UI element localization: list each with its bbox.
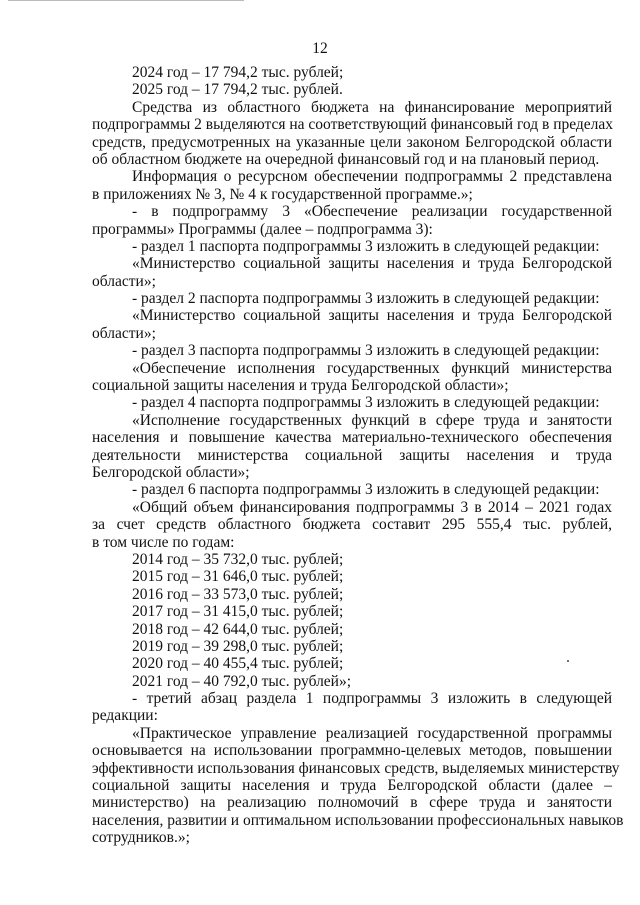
text-line: 2025 год – 17 794,2 тыс. рублей.: [132, 81, 343, 99]
text-line: редакции:: [92, 707, 158, 725]
text-line: основывается на использовании программно-целевых методов, повышении: [92, 742, 612, 760]
text-line: деятельности министерства социальной защиты населения и труда: [92, 446, 612, 464]
text-line: «Общий объем финансирования подпрограммы 3 в 2014 – 2021 годах: [132, 498, 612, 516]
text-line: за счет средств областного бюджета составит 295 555,4 тыс. рублей,: [92, 516, 612, 534]
text-line: эффективности использования финансовых средств, выделяемых министерству: [92, 759, 620, 777]
text-line: в том числе по годам:: [92, 533, 235, 551]
text-line: «Министерство социальной защиты населения и труда Белгородской: [132, 255, 612, 273]
text-line: «Министерство социальной защиты населения и труда Белгородской: [132, 307, 612, 325]
text-line: министерство) на реализацию полномочий в сфере труда и занятости: [92, 794, 612, 812]
text-line: подпрограммы 2 выделяются на соответствующий финансовый год в пределах: [92, 116, 614, 134]
text-line: - раздел 6 паспорта подпрограммы 3 изложить в следующей редакции:: [132, 481, 600, 499]
scan-speck: [567, 660, 569, 662]
text-line: Средства из областного бюджета на финансирование мероприятий: [132, 98, 612, 116]
text-line: 2016 год – 33 573,0 тыс. рублей;: [132, 585, 344, 603]
text-line: 2020 год – 40 455,4 тыс. рублей;: [132, 655, 344, 673]
text-line: 2018 год – 42 644,0 тыс. рублей;: [132, 620, 344, 638]
text-line: 2014 год – 35 732,0 тыс. рублей;: [132, 550, 344, 568]
text-line: средств, предусмотренных на указанные цели законом Белгородской области: [92, 133, 612, 151]
text-line: области»;: [92, 272, 156, 290]
text-line: социальной защиты населения и труда Белгородской области (далее –: [92, 777, 612, 795]
text-line: - раздел 4 паспорта подпрограммы 3 изложить в следующей редакции:: [132, 394, 600, 412]
text-line: - раздел 2 паспорта подпрограммы 3 изложить в следующей редакции:: [132, 290, 600, 308]
text-line: 2024 год – 17 794,2 тыс. рублей;: [132, 64, 344, 81]
document-body: [92, 64, 624, 847]
text-line: об областном бюджете на очередной финансовый год и на плановый период.: [92, 150, 600, 168]
text-line: программы» Программы (далее – подпрограмма 3):: [92, 220, 433, 238]
text-line: сотрудников.»;: [92, 829, 190, 847]
text-line: 2021 год – 40 792,0 тыс. рублей»;: [132, 672, 352, 690]
text-line: области»;: [92, 324, 156, 342]
text-line: - раздел 3 паспорта подпрограммы 3 изложить в следующей редакции:: [132, 342, 600, 360]
text-line: «Практическое управление реализацией государственной программы: [132, 724, 612, 742]
text-line: Информация о ресурсном обеспечении подпрограммы 2 представлена: [132, 168, 612, 186]
text-line: Белгородской области»;: [92, 463, 250, 481]
text-line: - в подпрограмму 3 «Обеспечение реализации государственной: [132, 203, 612, 221]
text-line: - раздел 1 паспорта подпрограммы 3 изложить в следующей редакции:: [132, 237, 600, 255]
text-line: - третий абзац раздела 1 подпрограммы 3 изложить в следующей: [132, 690, 612, 708]
text-line: в приложениях № 3, № 4 к государственной программе.»;: [92, 185, 473, 203]
text-line: «Обеспечение исполнения государственных функций министерства: [132, 359, 612, 377]
text-line: 2019 год – 39 298,0 тыс. рублей;: [132, 637, 344, 655]
text-line: социальной защиты населения и труда Белгородской области»;: [92, 377, 509, 395]
text-line: населения и повышение качества материально-технического обеспечения: [92, 429, 612, 447]
top-divider: [8, 0, 244, 1]
text-line: 2015 год – 31 646,0 тыс. рублей;: [132, 568, 344, 586]
text-line: «Исполнение государственных функций в сфере труда и занятости: [132, 411, 612, 429]
page-number: 12: [312, 40, 328, 57]
text-line: 2017 год – 31 415,0 тыс. рублей;: [132, 603, 344, 621]
text-line: населения, развитии и оптимальном использовании профессиональных навыков: [92, 811, 624, 829]
